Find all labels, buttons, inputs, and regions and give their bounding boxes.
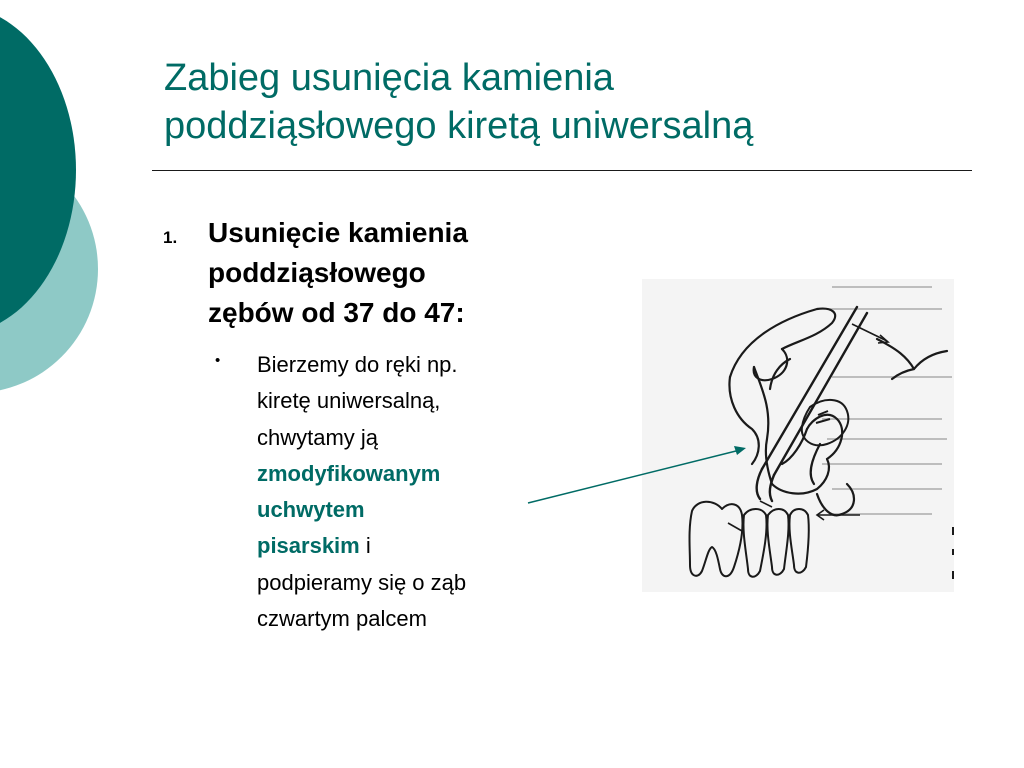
lower-teeth [690,502,809,577]
body-after-highlight: i [359,533,371,559]
highlight-line-2: uchwytem [257,497,365,523]
body-line-4: podpieramy się o ząb [257,569,467,595]
faded-background-text [822,287,952,514]
bullet-text [257,347,557,637]
body-line-1: Bierzemy do ręki np. [257,352,458,377]
body-line-3: chwytamy ją [257,424,379,450]
list-number: 1. [163,228,178,247]
slide-title [164,54,984,150]
title-underline [152,170,972,171]
highlight-line-3: pisarskim [257,533,360,559]
body-line-2: kiretę uniwersalną, [257,388,441,414]
highlight-line-3-row [257,528,557,564]
illustration-drawing [642,279,954,592]
heading-line-2: poddziąsłowego [208,257,426,288]
list-item-heading [208,213,568,333]
margin-marks [952,527,954,579]
highlight-line-1: zmodyfikowanym [257,460,441,486]
heading-line-1: Usunięcie kamienia [208,217,468,248]
title-line-2: poddziąsłowego kiretą uniwersalną [164,105,754,147]
body-line-5: czwartym palcem [257,606,427,632]
hand-holding-curette-illustration [642,279,954,592]
heading-line-3: zębów od 37 do 47: [208,297,465,328]
title-line-1: Zabieg usunięcia kamienia [164,57,614,99]
bullet-point: • [215,352,221,369]
